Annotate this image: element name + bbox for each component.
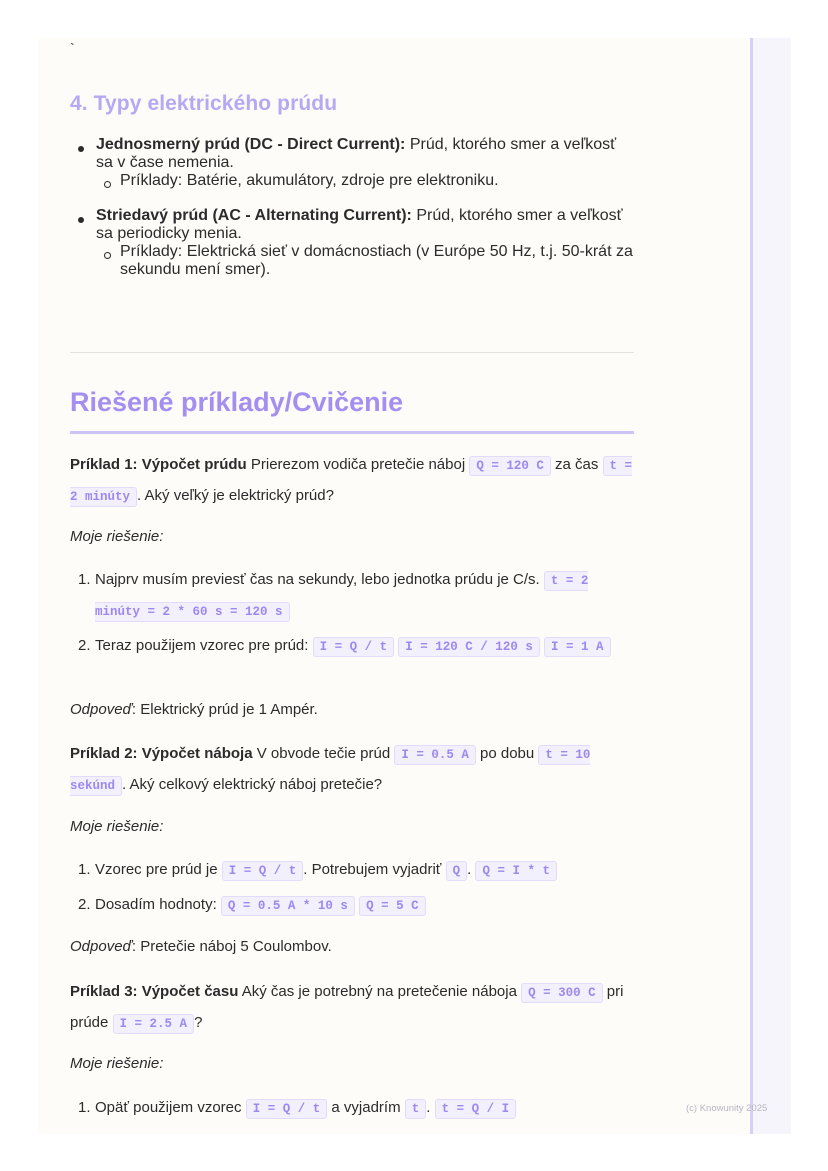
answer-label: Odpoveď [70,938,132,955]
inline-code: Q = 5 C [359,896,426,916]
inline-code: Q = 120 C [469,456,551,476]
answer-label: Odpoveď [70,701,132,718]
example-2-statement [70,739,636,801]
inline-code: I = Q / t [313,637,395,657]
title-underline [70,431,634,434]
steps-list [70,1093,636,1124]
list-item [70,855,636,886]
solution-label [70,522,636,552]
step-text: Najprv musím previesť čas na sekundy, lebo jednotka prúdu je C/s. [95,571,544,588]
steps-list [70,855,636,921]
list-item [70,565,636,627]
example-2-heading: Príklad 2: Výpočet náboja [70,745,253,762]
ac-examples: Príklady: Elektrická sieť v domácnostiach (v Európe 50 Hz, t.j. 50-krát za sekundu mení smer). [96,243,636,279]
page-title: Riešené príklady/Cvičenie [70,387,404,417]
step-text: . [467,861,472,878]
ac-term: Striedavý prúd (AC - Alternating Current): [96,207,412,224]
step-text: Dosadím hodnoty: [95,896,221,913]
solution-label-text: Moje riešenie: [70,528,164,545]
example-1-steps [70,565,636,662]
step-text: Opäť použijem vzorec [95,1099,246,1116]
example-3-statement [70,977,636,1039]
section-heading: 4. Typy elektrického prúdu [70,92,338,115]
answer-text: : Elektrický prúd je 1 Ampér. [131,701,318,718]
section-divider [70,352,634,353]
example-2-text: V obvode tečie prúd [252,745,395,762]
example-2-text: po dobu [475,745,539,762]
inline-code: Q [446,861,468,881]
example-3-text: pri prúde [70,983,624,1031]
list-item [70,1093,636,1124]
inline-code: t [405,1099,427,1119]
side-margin-panel [750,38,791,1134]
step-number: 1. [78,1099,91,1116]
example-1-heading: Príklad 1: Výpočet prúdu [70,456,247,473]
inline-code: t = Q / I [435,1099,517,1119]
step-number: 1. [78,861,91,878]
inline-code: Q = 0.5 A * 10 s [221,896,355,916]
example-2-answer [70,932,636,962]
steps-list [70,565,636,662]
example-1-text: . Aký veľký je elektrický prúd? [137,487,334,504]
inline-code: Q = I * t [475,861,557,881]
inline-code: Q = 300 C [521,983,603,1003]
dc-definition: Prúd, ktorého smer a veľkosť sa v čase nemenia. [96,136,617,171]
example-3-heading: Príklad 3: Výpočet času [70,983,239,1000]
inline-code: I = Q / t [246,1099,328,1119]
inline-code: t = 2 minúty [70,456,632,507]
solution-label-text: Moje riešenie: [70,818,164,835]
step-number: 2. [78,637,91,654]
list-item [70,890,636,921]
ac-definition: Prúd, ktorého smer a veľkosť sa periodicky menia. [96,207,623,242]
inline-code: I = 0.5 A [394,745,476,765]
step-text: . [426,1099,431,1116]
step-text: Vzorec pre prúd je [95,861,222,878]
inline-code: t = 2 minúty = 2 * 60 s = 120 s [95,571,588,622]
example-1-text: Prierezom vodiča pretečie náboj [246,456,470,473]
copyright-watermark: (c) Knowunity 2025 [686,1103,768,1114]
solution-label [70,1049,636,1079]
current-types-list [70,136,636,296]
example-3-text: Aký čas je potrebný na pretečenie náboja [238,983,522,1000]
example-2-steps [70,855,636,921]
example-1-text: za čas [550,456,603,473]
list-item [70,631,636,662]
solution-label-text: Moje riešenie: [70,1055,164,1072]
inline-code: I = 2.5 A [113,1014,195,1034]
step-text: . Potrebujem vyjadriť [303,861,446,878]
step-text: a vyjadrím [327,1099,405,1116]
answer-text: : Pretečie náboj 5 Coulombov. [131,938,332,955]
step-number: 2. [78,896,91,913]
inline-code: I = Q / t [222,861,304,881]
dc-term: Jednosmerný prúd (DC - Direct Current): [96,136,406,153]
list-item [70,136,636,190]
example-3-text: ? [194,1014,203,1031]
ac-sublist [96,243,636,279]
stray-mark: ` [70,40,75,56]
dc-examples: Príklady: Batérie, akumulátory, zdroje pre elektroniku. [96,172,636,190]
step-number: 1. [78,571,91,588]
inline-code: I = 120 C / 120 s [398,637,540,657]
list-item [70,207,636,279]
step-text: Teraz použijem vzorec pre prúd: [95,637,313,654]
inline-code: I = 1 A [544,637,611,657]
example-1-answer [70,695,636,725]
dc-sublist [96,172,636,190]
example-1-statement [70,450,636,512]
example-2-text: . Aký celkový elektrický náboj pretečie? [122,776,383,793]
solution-label [70,812,636,842]
example-3-steps [70,1093,636,1124]
inline-code: t = 10 sekúnd [70,745,590,796]
